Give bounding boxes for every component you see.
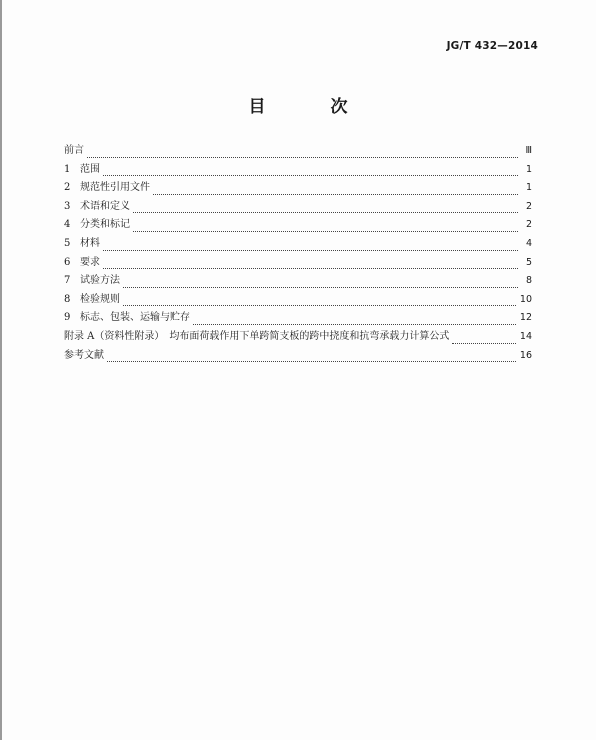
toc-entry-page: Ⅲ bbox=[525, 145, 532, 156]
toc-leader-dots bbox=[103, 174, 518, 176]
toc-entry-page: 4 bbox=[525, 237, 532, 249]
toc-entry-inspection-rules[interactable] bbox=[64, 291, 532, 310]
toc-entry-page: 12 bbox=[519, 312, 532, 324]
toc-entry-number: 6 bbox=[64, 256, 71, 268]
toc-entry-page: 2 bbox=[525, 200, 532, 212]
toc-entry-page: 5 bbox=[525, 256, 532, 268]
toc-entry-page: 10 bbox=[519, 293, 532, 305]
toc-entry-foreword[interactable] bbox=[64, 142, 532, 161]
table-of-contents bbox=[64, 142, 532, 365]
toc-leader-dots bbox=[123, 304, 516, 306]
toc-leader-dots bbox=[123, 286, 518, 288]
toc-leader-dots bbox=[452, 342, 516, 344]
toc-entry-label: 规范性引用文件 bbox=[80, 182, 150, 194]
toc-entry-number: 7 bbox=[64, 275, 71, 287]
toc-entry-bibliography[interactable] bbox=[64, 347, 532, 366]
standard-code: JG/T 432—2014 bbox=[446, 40, 538, 52]
toc-entry-annex-a[interactable] bbox=[64, 328, 532, 347]
toc-entry-number: 2 bbox=[64, 182, 71, 194]
toc-entry-label: 术语和定义 bbox=[80, 200, 130, 212]
toc-entry-label: 试验方法 bbox=[80, 275, 120, 287]
toc-entry-label: 参考文献 bbox=[64, 349, 104, 361]
toc-entry-classification-marking[interactable] bbox=[64, 216, 532, 235]
toc-leader-dots bbox=[103, 267, 518, 269]
toc-entry-number: 5 bbox=[64, 237, 71, 249]
toc-entry-label: 附录 A（资料性附录） 均布面荷载作用下单跨简支板的跨中挠度和抗弯承载力计算公式 bbox=[64, 330, 450, 342]
toc-entry-number: 3 bbox=[64, 200, 71, 212]
toc-entry-label: 分类和标记 bbox=[80, 219, 130, 231]
toc-entry-page: 14 bbox=[519, 330, 532, 342]
toc-entry-page: 1 bbox=[525, 163, 532, 175]
toc-entry-test-methods[interactable] bbox=[64, 272, 532, 291]
toc-entry-label: 检验规则 bbox=[80, 293, 120, 305]
toc-entry-normative-references[interactable] bbox=[64, 179, 532, 198]
page-title: 目 次 bbox=[248, 97, 372, 117]
toc-entry-page: 8 bbox=[525, 275, 532, 287]
toc-entry-terms-definitions[interactable] bbox=[64, 198, 532, 217]
toc-entry-number: 4 bbox=[64, 219, 71, 231]
toc-entry-marking-packaging[interactable] bbox=[64, 309, 532, 328]
toc-entry-page: 2 bbox=[525, 219, 532, 231]
toc-leader-dots bbox=[153, 193, 518, 195]
toc-entry-label: 标志、包装、运输与贮存 bbox=[80, 312, 190, 324]
toc-entry-label: 前言 bbox=[64, 145, 84, 156]
toc-leader-dots bbox=[107, 360, 516, 362]
toc-entry-page: 16 bbox=[519, 349, 532, 361]
toc-leader-dots bbox=[133, 230, 518, 232]
toc-entry-label: 材料 bbox=[80, 237, 100, 249]
toc-entry-label: 范围 bbox=[80, 163, 100, 175]
toc-entry-number: 9 bbox=[64, 312, 71, 324]
toc-entry-page: 1 bbox=[525, 182, 532, 194]
toc-entry-materials[interactable] bbox=[64, 235, 532, 254]
toc-entry-number: 1 bbox=[64, 163, 71, 175]
toc-leader-dots bbox=[103, 249, 518, 251]
toc-entry-label: 要求 bbox=[80, 256, 100, 268]
toc-entry-number: 8 bbox=[64, 293, 71, 305]
toc-entry-requirements[interactable] bbox=[64, 254, 532, 273]
toc-entry-scope[interactable] bbox=[64, 161, 532, 180]
toc-leader-dots bbox=[193, 323, 516, 325]
toc-leader-dots bbox=[87, 156, 518, 158]
toc-leader-dots bbox=[133, 211, 518, 213]
